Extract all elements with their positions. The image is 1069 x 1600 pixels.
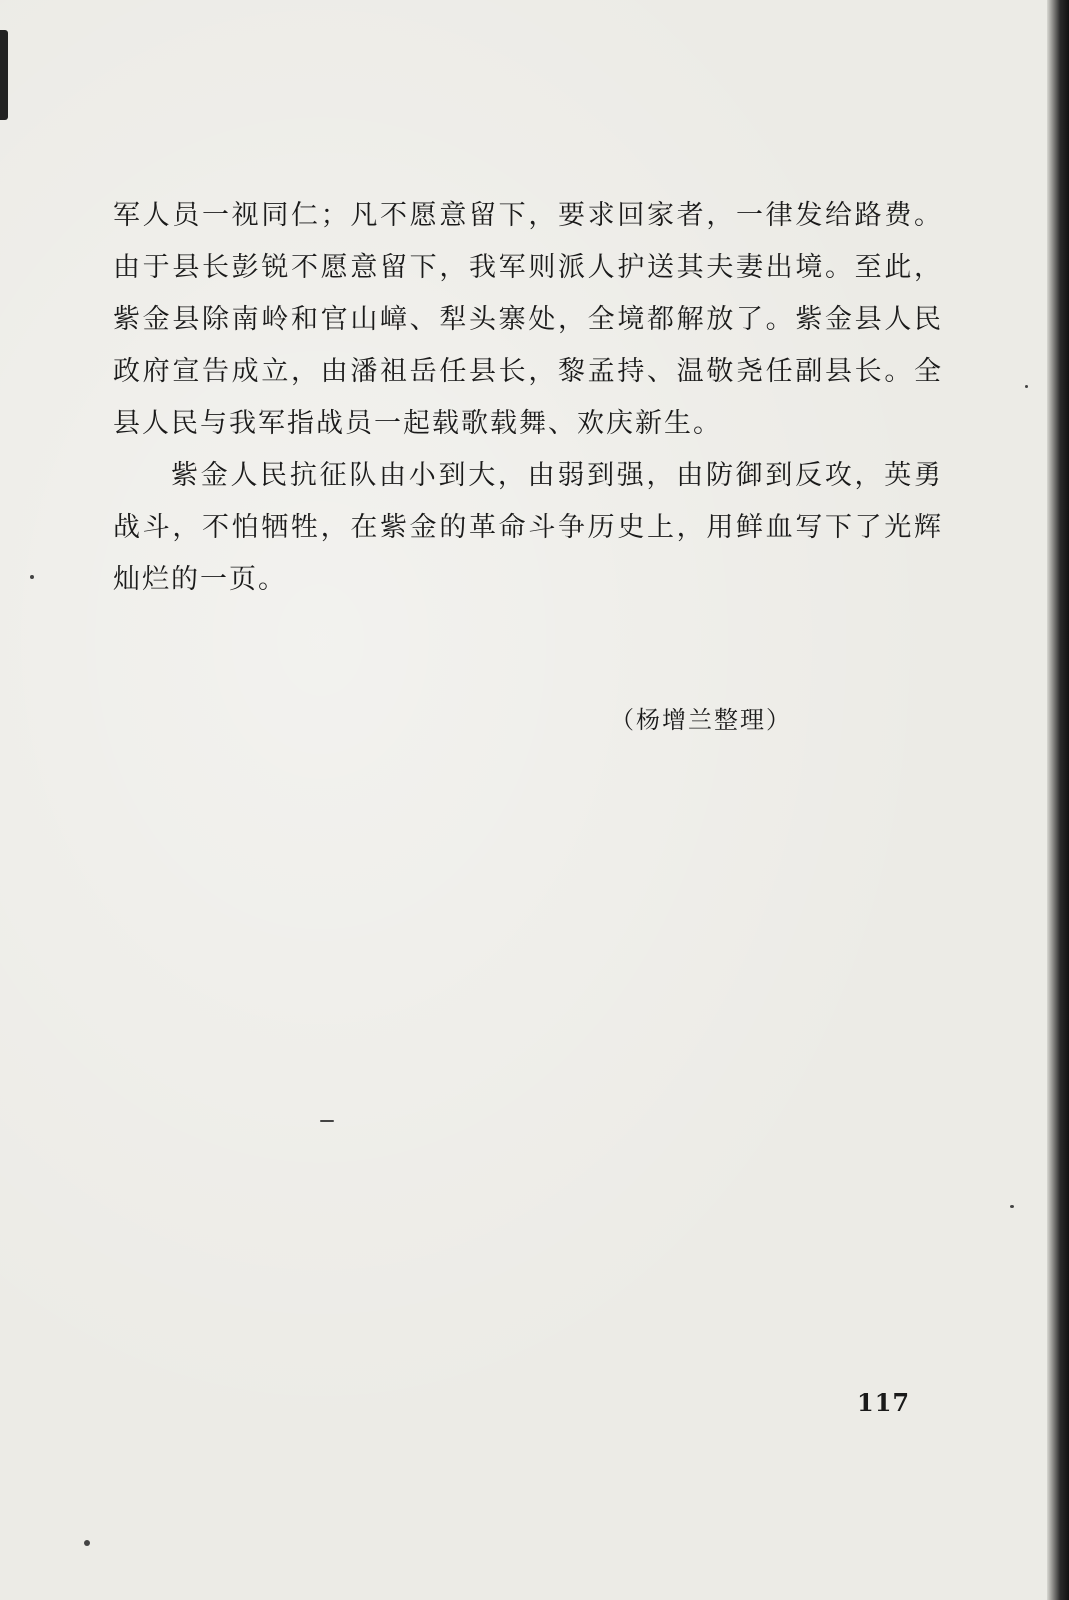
- scan-speck: [320, 1120, 334, 1122]
- page-edge-shadow: [1047, 0, 1069, 1600]
- editor-credit: （杨增兰整理）: [610, 706, 792, 734]
- binding-mark: [0, 30, 8, 120]
- body-text: [113, 190, 943, 606]
- paragraph-2: 紫金人民抗征队由小到大，由弱到强，由防御到反攻，英勇战斗，不怕牺牲，在紫金的革命斗争历史上，用鲜血写下了光辉灿烂的一页。: [113, 460, 943, 595]
- scan-speck: [1025, 385, 1028, 388]
- paragraph-1: 军人员一视同仁；凡不愿意留下，要求回家者，一律发给路费。由于县长彭锐不愿意留下，我军则派人护送其夫妻出境。至此，紫金县除南岭和官山嶂、犁头寨处，全境都解放了。紫金县人民政府宣告成立，由潘祖岳任县长，黎孟持、温敬尧任副县长。全县人民与我军指战员一起载歌载舞、欢庆新生。: [113, 200, 943, 439]
- scan-speck: [1010, 1205, 1014, 1208]
- scan-speck: [30, 575, 34, 579]
- scan-speck: [84, 1540, 90, 1546]
- page-number: 117: [857, 1388, 911, 1417]
